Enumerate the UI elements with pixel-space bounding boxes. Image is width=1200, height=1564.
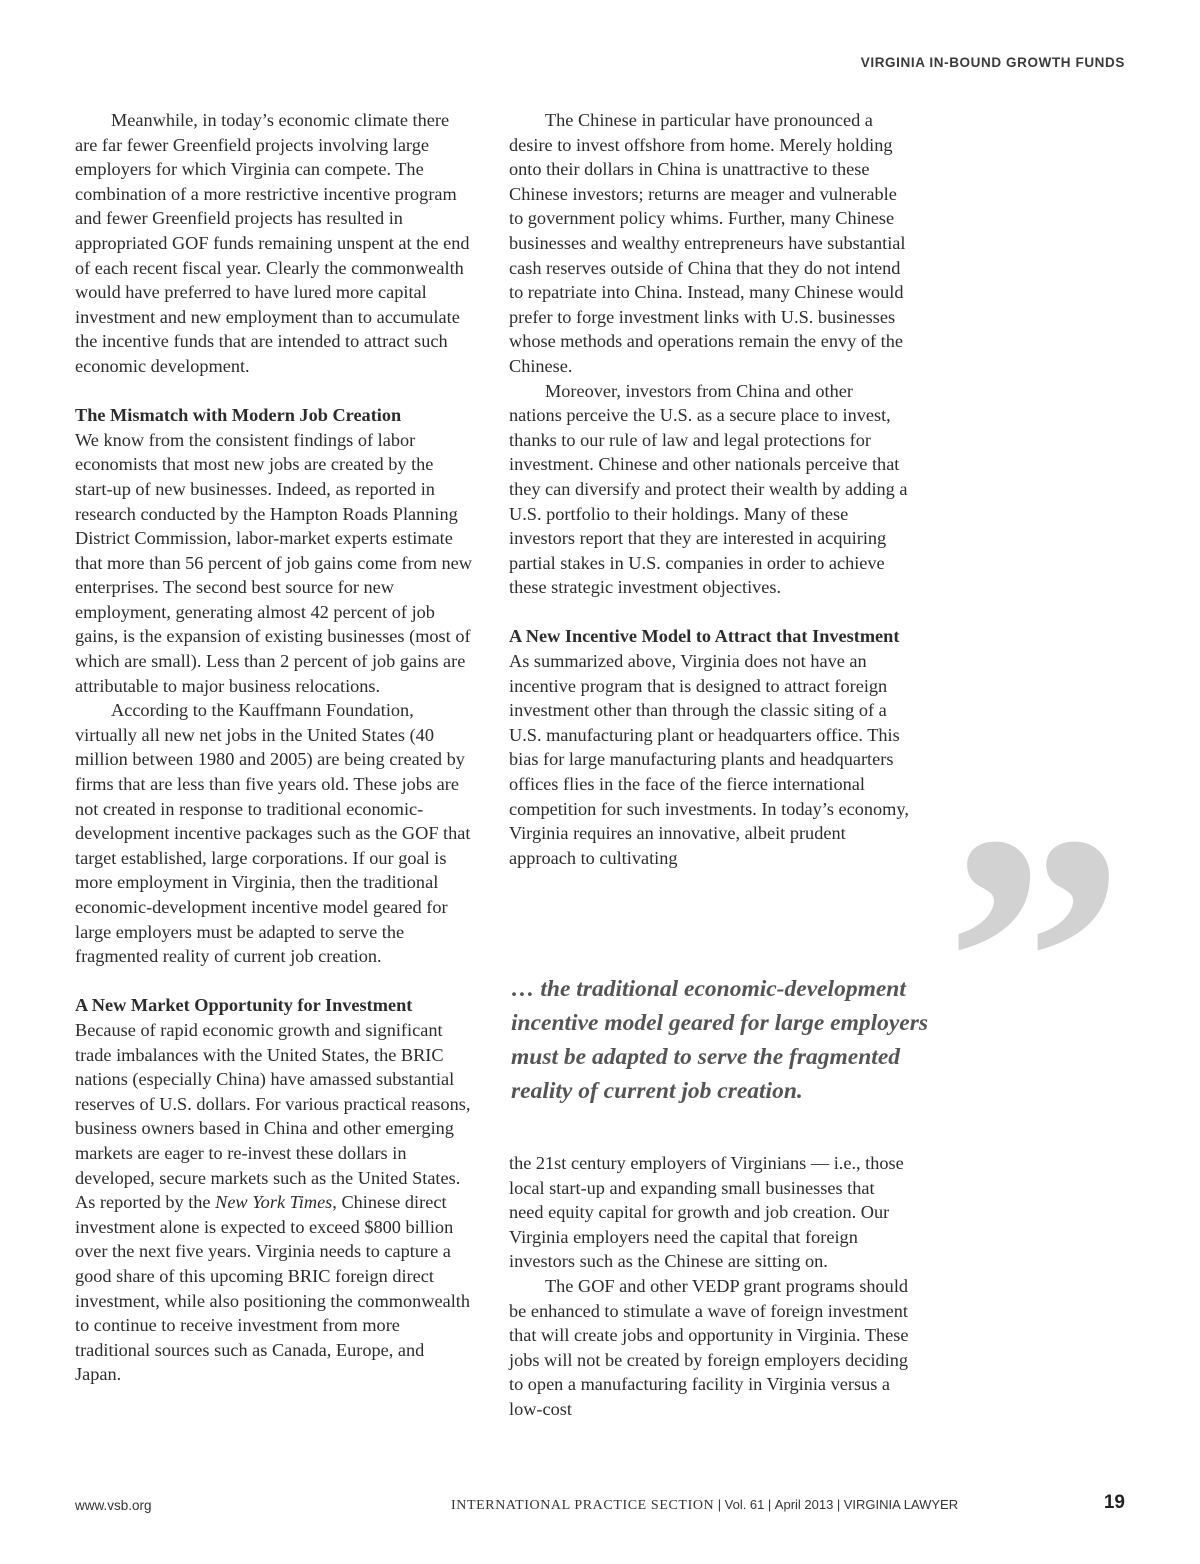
body-paragraph: Moreover, investors from China and other nations perceive the U.S. as a secure place to invest, thanks to our rule of law and legal protections for investment. Chinese and other nationals perceive that they can diversify and protect their wealth by adding a U.S. portfolio to their holdings. Many of these investors report that they are interested in acquiring partial stakes in U.S. companies in order to achieve these strategic investment objectives. — [509, 380, 908, 598]
body-paragraph: The Chinese in particular have pronounced a desire to invest offshore from home. Merely holding onto their dollars in China is unattractive to these Chinese investors; returns are meager and vulnerable to government policy whims. Further, many Chinese businesses and wealthy entrepreneurs have substantial cash reserves outside of China that they do not intend to repatriate into China. Instead, many Chinese would prefer to forge investment links with U.S. businesses whose methods and operations remain the envy of the Chinese. — [509, 110, 906, 376]
paragraph-text: Because of rapid economic growth and significant trade imbalances with the United States, the BRIC nations (especially China) have amassed substantial reserves of U.S. dollars. For various practical reasons, business owners based in China and other emerging markets are eager to re-invest these dollars in developed, secure markets such as the United States. As reported by the — [75, 1019, 471, 1213]
pull-quote: … the traditional economic-development incentive model geared for large employers must be adapted to serve the fragmented reality of current job creation. — [511, 976, 929, 1104]
page-number: 19 — [1103, 1492, 1125, 1513]
body-paragraph: According to the Kauffmann Foundation, virtually all new net jobs in the United States (40 million between 1980 and 2005) are being created by firms that are less than five years old. These jobs are not created in response to traditional economic-development incentive packages such as the GOF that target established, large corporations. If our goal is more employment in Virginia, then the traditional economic-development incentive model geared for large employers must be adapted to serve the fragmented reality of current job creation. — [75, 700, 471, 967]
right-column — [509, 108, 909, 870]
body-paragraph: Meanwhile, in today’s economic climate there are far fewer Greenfield projects involving large employers for which Virginia can compete. The combination of a more restrictive incentive program and fewer Greenfield projects has resulted in appropriated GOF funds remaining unspent at the end of each recent fiscal year. Clearly the commonwealth would have preferred to have lured more capital investment and new employment than to accumulate the incentive funds that are intended to attract such economic development. — [75, 110, 470, 376]
footer-publication: VIRGINIA LAWYER — [843, 1497, 959, 1512]
footer-publication-line — [451, 1497, 958, 1514]
footer-date: April 2013 — [774, 1497, 834, 1512]
quote-mark-icon: ” — [945, 760, 1125, 1159]
footer-separator: | — [717, 1497, 722, 1512]
footer-url: www.vsb.org — [75, 1498, 152, 1513]
paragraph-text: , Chinese direct investment alone is expected to exceed $800 billion over the next five years. Virginia needs to capture a good share of this upcoming BRIC foreign direct investment, while also positioning the commonwealth to continue to receive investment from more traditional sources such as Canada, Europe, and Japan. — [75, 1192, 471, 1385]
body-paragraph: As summarized above, Virginia does not have an incentive program that is designed to attract foreign investment other than through the classic siting of a U.S. manufacturing plant or headquarters office. This bias for large manufacturing plants and headquarters offices flies in the face of the fierce international competition for such investments. In today’s economy, Virginia requires an innovative, albeit prudent approach to cultivating — [509, 651, 909, 868]
publication-title: New York Times — [215, 1192, 333, 1213]
body-paragraph: The GOF and other VEDP grant programs should be enhanced to stimulate a wave of foreign investment that will create jobs and opportunity in Virginia. These jobs will not be created by foreign employers deciding to open a manufacturing facility in Virginia versus a low-cost — [509, 1275, 909, 1419]
section-heading: The Mismatch with Modern Job Creation — [75, 405, 402, 426]
footer-separator: | — [836, 1497, 841, 1512]
footer-volume: Vol. 61 — [724, 1497, 765, 1512]
right-column-continued — [509, 1151, 909, 1422]
section-heading: A New Incentive Model to Attract that Investment — [509, 626, 900, 647]
running-head: VIRGINIA IN-BOUND GROWTH FUNDS — [860, 55, 1125, 70]
body-paragraph — [75, 1018, 475, 1387]
section-heading: A New Market Opportunity for Investment — [75, 995, 413, 1016]
footer-section: INTERNATIONAL PRACTICE SECTION — [451, 1498, 715, 1513]
body-paragraph: We know from the consistent findings of labor economists that most new jobs are created by the start-up of new businesses. Indeed, as reported in research conducted by the Hampton Roads Planning District Commission, labor-market experts estimate that more than 56 percent of job gains come from new enterprises. The second best source for new employment, generating almost 42 percent of job gains, is the expansion of existing businesses (most of which are small). Less than 2 percent of job gains are attributable to major business relocations. — [75, 429, 472, 696]
left-column — [75, 108, 475, 1387]
body-paragraph: the 21st century employers of Virginians — i.e., those local start-up and expanding small businesses that need equity capital for growth and job creation. Our Virginia employers need the capital that foreign investors such as the Chinese are sitting on. — [509, 1153, 904, 1272]
footer-separator: | — [767, 1497, 772, 1512]
